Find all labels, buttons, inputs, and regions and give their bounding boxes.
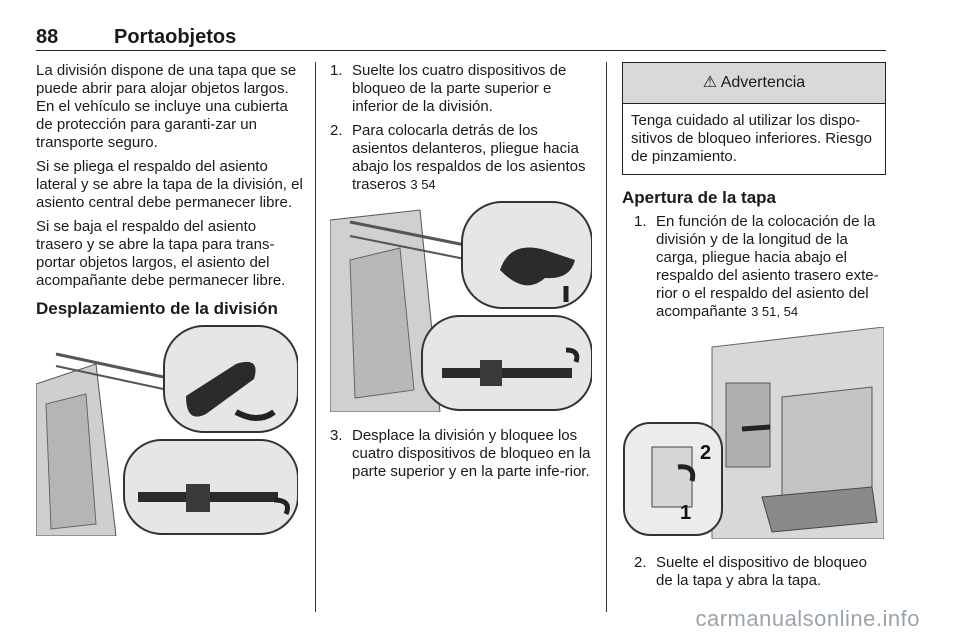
column-1 bbox=[36, 62, 304, 551]
paragraph: Si se pliega el respaldo del asiento lateral y se abre la tapa de la división, el asiento central debe permanecer libre. bbox=[36, 158, 303, 211]
warning-box bbox=[622, 62, 886, 175]
warning-triangle-icon: ⚠ bbox=[702, 74, 718, 91]
warning-header bbox=[623, 63, 885, 104]
warning-text: Tenga cuidado al utilizar los dispo-sitivos de bloqueo inferiores. Riesgo de pinzamiento. bbox=[631, 112, 872, 165]
figure-label: 2 bbox=[700, 442, 712, 464]
step-item bbox=[330, 62, 592, 116]
step-number: 1. bbox=[330, 62, 343, 79]
step-text: En función de la colocación de la división y de la longitud de la carga, pliegue hacia abajo el respaldo del asiento trasero exte-rior o el respaldo del asiento del acompañante bbox=[656, 213, 879, 320]
column-divider bbox=[315, 62, 316, 612]
cross-reference: 3 54 bbox=[410, 177, 436, 192]
watermark: carmanualsonline.info bbox=[695, 606, 920, 631]
paragraph: Si se baja el respaldo del asiento trasero y se abre la tapa para trans-portar objetos largos, el asiento del acompañante debe permanecer libre. bbox=[36, 218, 286, 289]
paragraph: La división dispone de una tapa que se puede abrir para alojar objetos largos. En el vehículo se incluye una cubierta de protección para garanti-zar un transporte seguro. bbox=[36, 62, 297, 151]
page-header bbox=[36, 26, 886, 51]
figure-label: 1 bbox=[680, 502, 692, 524]
step-text: Para colocarla detrás de los asientos delanteros, pliegue hacia abajo los respaldos de los asientos traseros bbox=[352, 122, 586, 193]
partition-release-illustration bbox=[36, 324, 304, 541]
step-number: 3. bbox=[330, 427, 343, 444]
column-2 bbox=[330, 62, 592, 487]
step-item bbox=[634, 213, 886, 321]
step-number: 2. bbox=[330, 122, 343, 139]
step-number: 1. bbox=[634, 213, 647, 230]
column-3 bbox=[622, 62, 886, 596]
step-item bbox=[330, 122, 592, 194]
lid-opening-illustration bbox=[622, 327, 886, 544]
step-text: Suelte el dispositivo de bloqueo de la tapa y abra la tapa. bbox=[656, 554, 867, 589]
section-heading: Apertura de la tapa bbox=[622, 188, 776, 207]
section-title: Portaobjetos bbox=[114, 26, 237, 48]
seat-fold-illustration bbox=[330, 200, 592, 417]
step-number: 2. bbox=[634, 554, 647, 571]
cross-reference: 3 51, 54 bbox=[751, 304, 799, 319]
page-number: 88 bbox=[36, 26, 59, 48]
step-item bbox=[634, 554, 886, 590]
step-text: Desplace la división y bloquee los cuatro dispositivos de bloqueo en la parte superior y en la parte infe-rior. bbox=[352, 427, 591, 480]
column-divider bbox=[606, 62, 607, 612]
section-heading: Desplazamiento de la división bbox=[36, 299, 278, 318]
warning-title: Advertencia bbox=[720, 74, 806, 91]
step-text: Suelte los cuatro dispositivos de bloqueo de la parte superior e inferior de la división. bbox=[352, 62, 567, 115]
step-item bbox=[330, 427, 592, 481]
